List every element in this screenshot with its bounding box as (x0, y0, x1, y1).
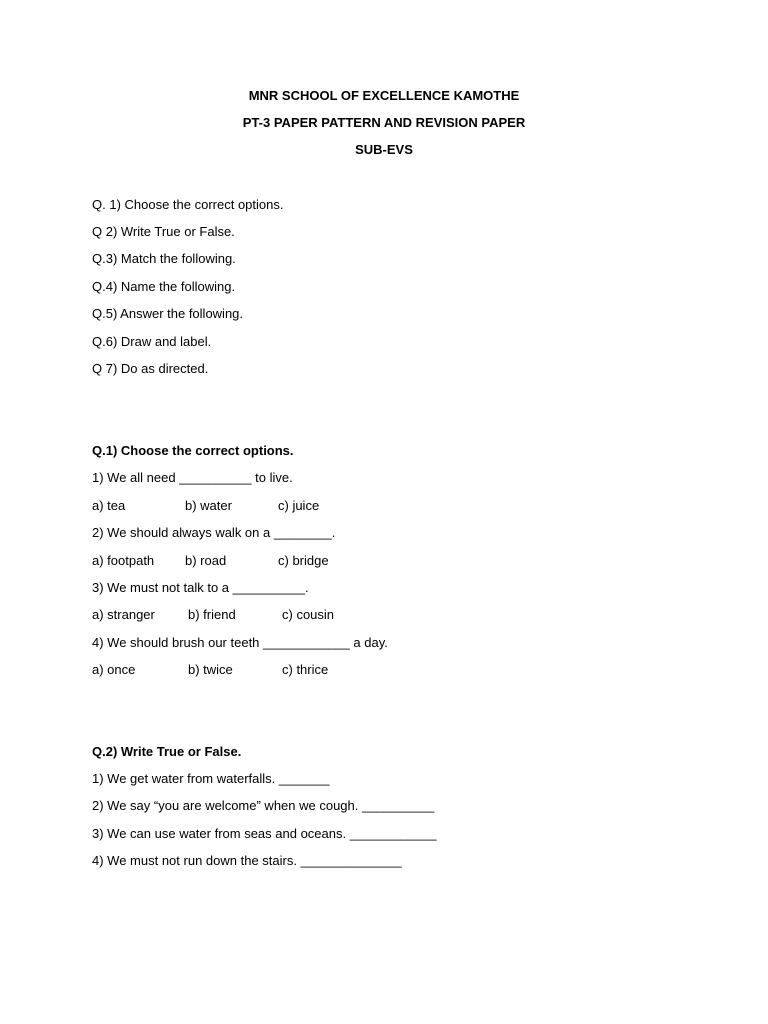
statement-text: 1) We get water from waterfalls. _______ (92, 771, 330, 786)
statement-text: 2) We say “you are welcome” when we cough. __________ (92, 798, 435, 813)
paper-title: PT-3 PAPER PATTERN AND REVISION PAPER (242, 115, 526, 130)
question-text: 4) We should brush our teeth ____________ a day. (92, 635, 388, 650)
school-name: MNR SCHOOL OF EXCELLENCE KAMOTHE (248, 88, 520, 103)
option-b: b) twice (188, 662, 233, 677)
option-b: b) water (185, 498, 232, 513)
pattern-item: Q.3) Match the following. (92, 251, 236, 266)
pattern-item: Q 7) Do as directed. (92, 361, 209, 376)
pattern-item: Q. 1) Choose the correct options. (92, 197, 284, 212)
pattern-item: Q.6) Draw and label. (92, 334, 212, 349)
option-a: a) once (92, 662, 136, 677)
pattern-item: Q.4) Name the following. (92, 279, 236, 294)
option-b: b) friend (188, 607, 236, 622)
option-c: c) cousin (282, 607, 335, 622)
section-heading: Q.1) Choose the correct options. (92, 443, 294, 458)
statement-text: 4) We must not run down the stairs. ______________ (92, 853, 402, 868)
statement-text: 3) We can use water from seas and oceans. ____________ (92, 826, 437, 841)
question-text: 2) We should always walk on a ________. (92, 525, 336, 540)
option-a: a) tea (92, 498, 126, 513)
option-a: a) stranger (92, 607, 155, 622)
option-c: c) bridge (278, 553, 329, 568)
option-c: c) juice (278, 498, 320, 513)
pattern-item: Q.5) Answer the following. (92, 306, 244, 321)
question-text: 1) We all need __________ to live. (92, 470, 293, 485)
option-c: c) thrice (282, 662, 329, 677)
pattern-item: Q 2) Write True or False. (92, 224, 235, 239)
subject-title: SUB-EVS (355, 142, 413, 157)
question-text: 3) We must not talk to a __________. (92, 580, 309, 595)
option-b: b) road (185, 553, 227, 568)
option-a: a) footpath (92, 553, 155, 568)
section-heading: Q.2) Write True or False. (92, 744, 242, 759)
